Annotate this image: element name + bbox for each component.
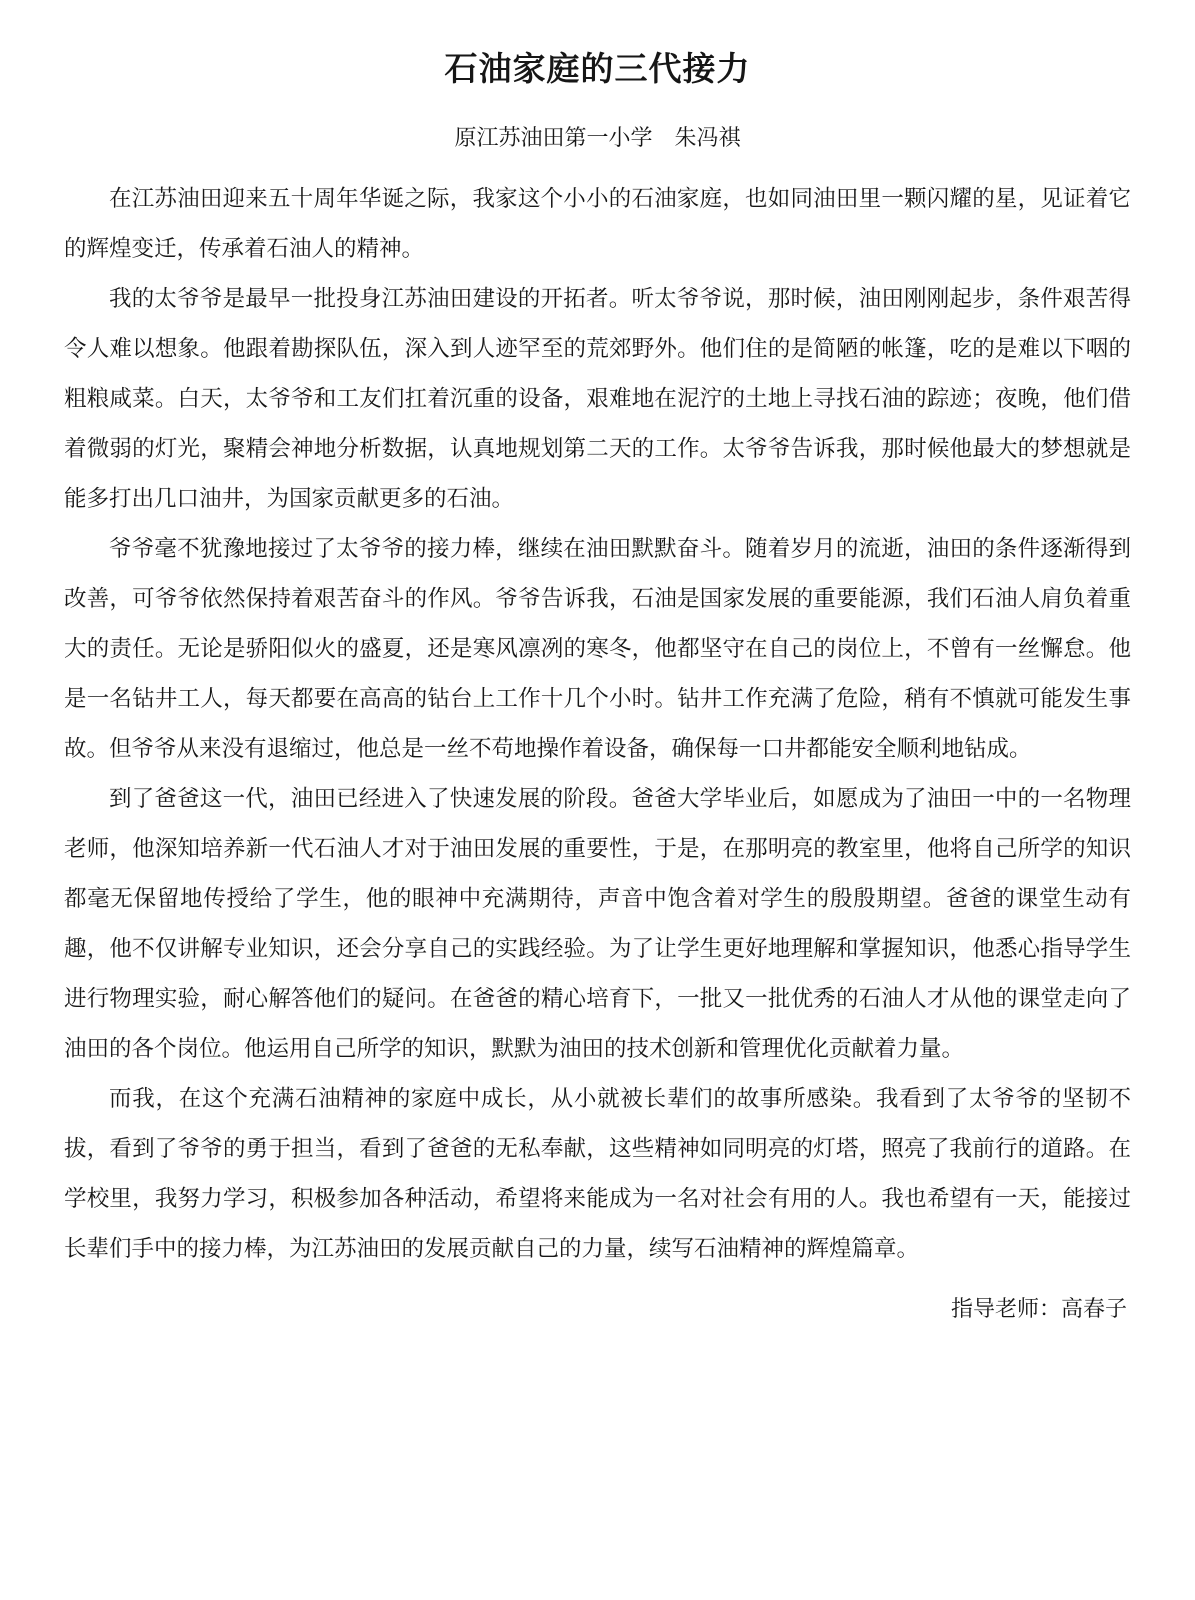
paragraph: 我的太爷爷是最早一批投身江苏油田建设的开拓者。听太爷爷说，那时候，油田刚刚起步，条件艰苦得令人难以想象。他跟着勘探队伍，深入到人迹罕至的荒郊野外。他们住的是简陋的帐篷，吃的是难以下咽的粗粮咸菜。白天，太爷爷和工友们扛着沉重的设备，艰难地在泥泞的土地上寻找石油的踪迹；夜晚，他们借着微弱的灯光，聚精会神地分析数据，认真地规划第二天的工作。太爷爷告诉我，那时候他最大的梦想就是能多打出几口油井，为国家贡献更多的石油。 xyxy=(64,286,1131,511)
document-body xyxy=(64,174,1131,1274)
document-byline: 原江苏油田第一小学 朱冯祺 xyxy=(454,125,741,150)
paragraph: 到了爸爸这一代，油田已经进入了快速发展的阶段。爸爸大学毕业后，如愿成为了油田一中的一名物理老师，他深知培养新一代石油人才对于油田发展的重要性，于是，在那明亮的教室里，他将自己所学的知识都毫无保留地传授给了学生，他的眼神中充满期待，声音中饱含着对学生的殷殷期望。爸爸的课堂生动有趣，他不仅讲解专业知识，还会分享自己的实践经验。为了让学生更好地理解和掌握知识，他悉心指导学生进行物理实验，耐心解答他们的疑问。在爸爸的精心培育下，一批又一批优秀的石油人才从他的课堂走向了油田的各个岗位。他运用自己所学的知识，默默为油田的技术创新和管理优化贡献着力量。 xyxy=(64,786,1131,1061)
document-title: 石油家庭的三代接力 xyxy=(444,52,751,88)
paragraph: 在江苏油田迎来五十周年华诞之际，我家这个小小的石油家庭，也如同油田里一颗闪耀的星，见证着它的辉煌变迁，传承着石油人的精神。 xyxy=(64,186,1131,261)
paragraph: 而我，在这个充满石油精神的家庭中成长，从小就被长辈们的故事所感染。我看到了太爷爷的坚韧不拔，看到了爷爷的勇于担当，看到了爸爸的无私奉献，这些精神如同明亮的灯塔，照亮了我前行的道路。在学校里，我努力学习，积极参加各种活动，希望将来能成为一名对社会有用的人。我也希望有一天，能接过长辈们手中的接力棒，为江苏油田的发展贡献自己的力量，续写石油精神的辉煌篇章。 xyxy=(64,1086,1131,1261)
teacher-signature: 指导老师：高春子 xyxy=(950,1296,1127,1321)
paragraph: 爷爷毫不犹豫地接过了太爷爷的接力棒，继续在油田默默奋斗。随着岁月的流逝，油田的条件逐渐得到改善，可爷爷依然保持着艰苦奋斗的作风。爷爷告诉我，石油是国家发展的重要能源，我们石油人肩负着重大的责任。无论是骄阳似火的盛夏，还是寒风凛冽的寒冬，他都坚守在自己的岗位上，不曾有一丝懈怠。他是一名钻井工人，每天都要在高高的钻台上工作十几个小时。钻井工作充满了危险，稍有不慎就可能发生事故。但爷爷从来没有退缩过，他总是一丝不苟地操作着设备，确保每一口井都能安全顺利地钻成。 xyxy=(64,536,1131,761)
